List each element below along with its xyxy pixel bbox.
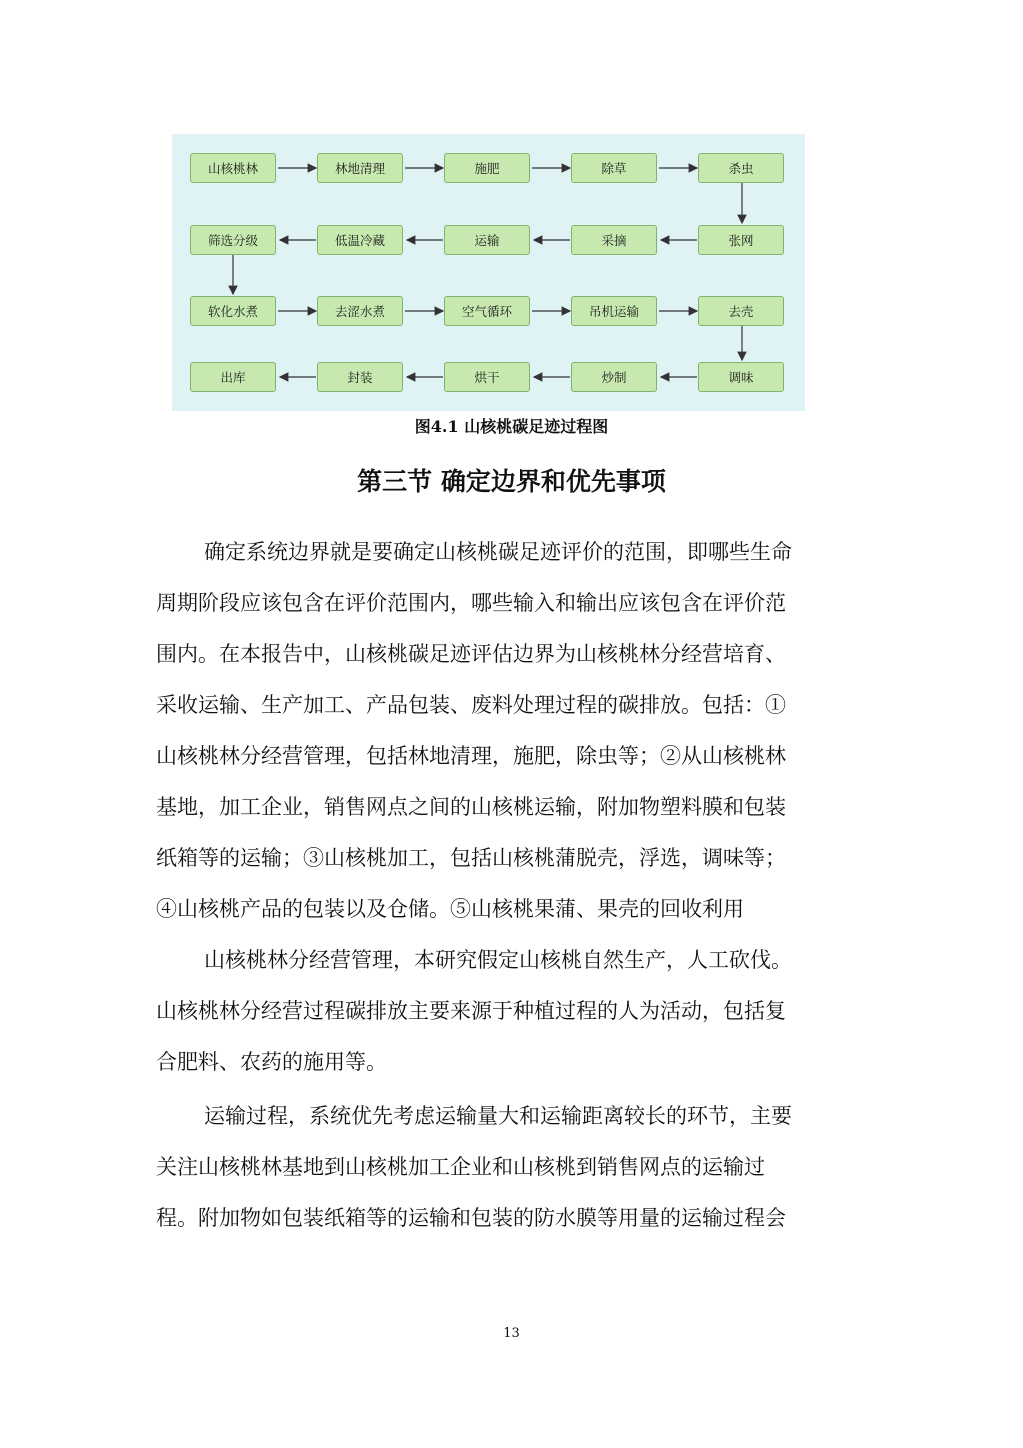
flow-node: 空气循环	[444, 296, 530, 326]
flow-node: 调味	[698, 362, 784, 392]
section-heading: 第三节 确定边界和优先事项	[357, 467, 666, 496]
text-line: 运输过程，系统优先考虑运输量大和运输距离较长的环节，主要	[204, 1104, 792, 1128]
flow-node: 施肥	[444, 153, 530, 183]
flow-node: 张网	[698, 225, 784, 255]
process-flowchart	[172, 134, 805, 411]
text-line: 纸箱等的运输；③山核桃加工，包括山核桃蒲脱壳，浮选，调味等；	[156, 846, 786, 870]
flow-node: 筛选分级	[190, 225, 276, 255]
text-line: 关注山核桃林基地到山核桃加工企业和山核桃到销售网点的运输过	[156, 1155, 765, 1179]
flow-node: 出库	[190, 362, 276, 392]
flow-node: 炒制	[571, 362, 657, 392]
text-line: 山核桃林分经营过程碳排放主要来源于种植过程的人为活动，包括复	[156, 999, 786, 1023]
flow-node: 去涩水煮	[317, 296, 403, 326]
text-line: 采收运输、生产加工、产品包装、废料处理过程的碳排放。包括：①	[156, 693, 786, 717]
flow-node: 低温冷藏	[317, 225, 403, 255]
page-number: 13	[503, 1326, 520, 1341]
text-line: 确定系统边界就是要确定山核桃碳足迹评价的范围，即哪些生命	[204, 540, 792, 564]
text-line: ④山核桃产品的包装以及仓储。⑤山核桃果蒲、果壳的回收利用	[156, 897, 744, 921]
flow-node: 软化水煮	[190, 296, 276, 326]
flow-node: 山核桃林	[190, 153, 276, 183]
paragraph	[156, 1091, 868, 1244]
paragraph	[156, 527, 868, 935]
text-line: 山核桃林分经营管理，包括林地清理，施肥，除虫等；②从山核桃林	[156, 744, 786, 768]
flow-node: 去壳	[698, 296, 784, 326]
flow-node: 杀虫	[698, 153, 784, 183]
text-line: 基地，加工企业，销售网点之间的山核桃运输，附加物塑料膜和包装	[156, 795, 786, 819]
text-line: 山核桃林分经营管理，本研究假定山核桃自然生产，人工砍伐。	[204, 948, 792, 972]
text-line: 周期阶段应该包含在评价范围内，哪些输入和输出应该包含在评价范	[156, 591, 786, 615]
flow-node: 吊机运输	[571, 296, 657, 326]
flow-node: 封装	[317, 362, 403, 392]
figure-caption: 图4.1 山核桃碳足迹过程图	[414, 417, 609, 436]
paragraph	[156, 935, 868, 1088]
text-line: 程。附加物如包装纸箱等的运输和包装的防水膜等用量的运输过程会	[156, 1206, 786, 1230]
flow-node: 运输	[444, 225, 530, 255]
flow-node: 林地清理	[317, 153, 403, 183]
flow-node: 采摘	[571, 225, 657, 255]
flow-node: 除草	[571, 153, 657, 183]
text-line: 围内。在本报告中，山核桃碳足迹评估边界为山核桃林分经营培育、	[156, 642, 786, 666]
text-line: 合肥料、农药的施用等。	[156, 1050, 387, 1074]
flow-node: 烘干	[444, 362, 530, 392]
